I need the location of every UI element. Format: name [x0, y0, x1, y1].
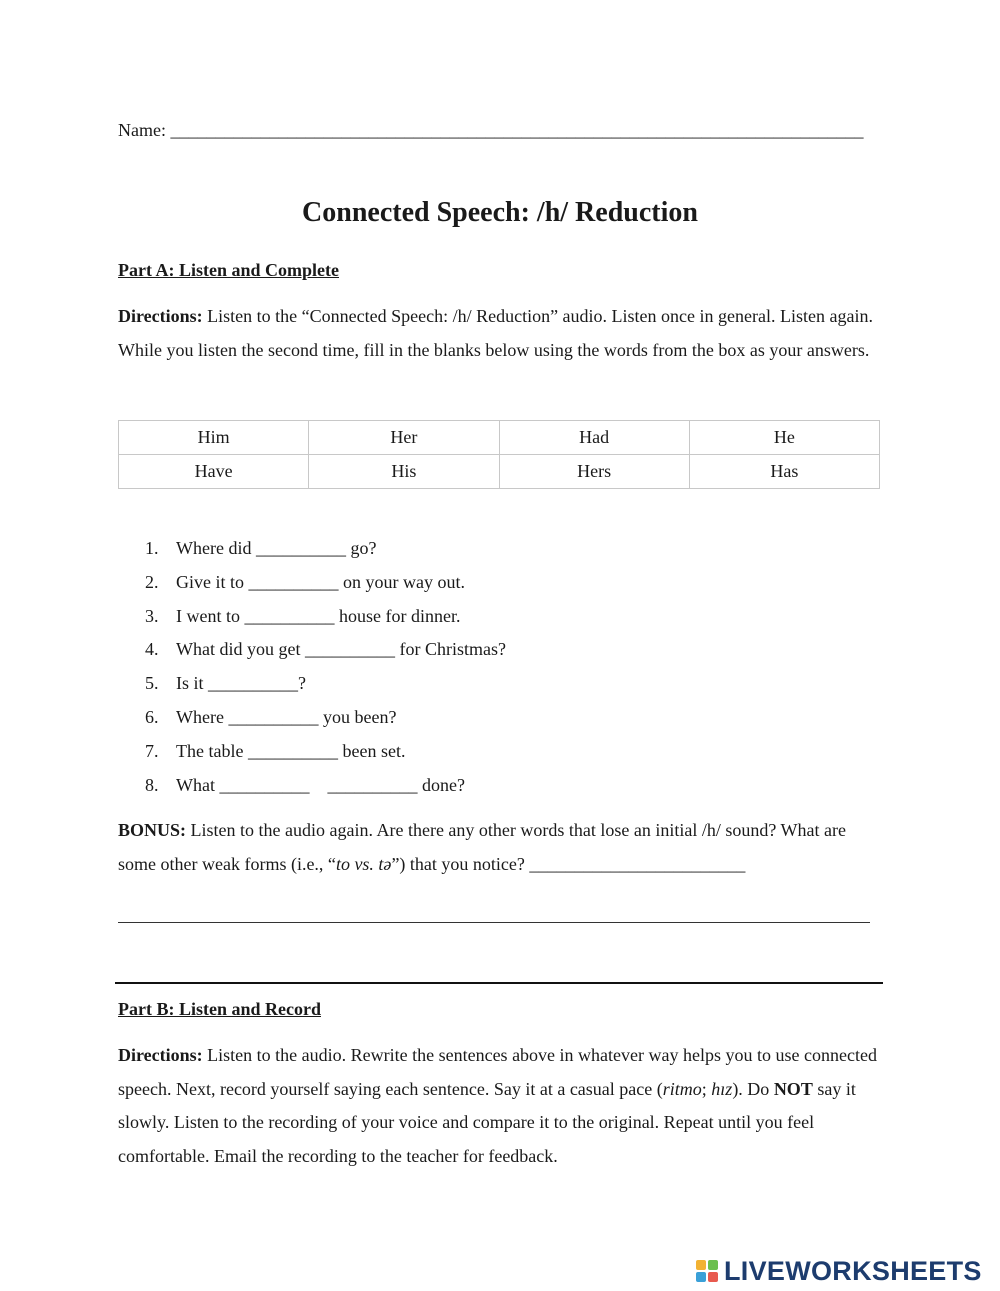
question-item[interactable]: [145, 600, 506, 634]
logo-icon: [696, 1260, 718, 1282]
name-label: Name:: [118, 120, 166, 140]
question-list: [145, 532, 506, 802]
question-item[interactable]: [145, 566, 506, 600]
page-title: Connected Speech: /h/ Reduction: [302, 197, 698, 228]
logo-block: [696, 1260, 706, 1270]
question-number: 7.: [145, 740, 159, 761]
question-number: 8.: [145, 774, 159, 795]
word-cell: Have: [119, 455, 309, 489]
word-box: [118, 420, 880, 489]
question-text: Where __________ you been?: [176, 706, 397, 727]
bonus-answer-line[interactable]: [118, 902, 870, 923]
question-number: 5.: [145, 673, 159, 694]
section-divider: [115, 982, 883, 984]
question-number: 6.: [145, 706, 159, 727]
question-item[interactable]: [145, 667, 506, 701]
logo-block: [708, 1260, 718, 1270]
question-item[interactable]: [145, 532, 506, 566]
word-cell: Hers: [499, 455, 689, 489]
question-text: Is it __________?: [176, 673, 306, 694]
bonus-text-2: ”) that you notice? ________________________: [391, 853, 746, 874]
name-field[interactable]: [118, 118, 888, 142]
part-b-italic-1: ritmo: [662, 1078, 702, 1099]
question-item[interactable]: [145, 701, 506, 735]
directions-label: Directions:: [118, 306, 203, 326]
question-text: Where did __________ go?: [176, 538, 377, 558]
question-text: What did you get __________ for Christmas?: [176, 639, 506, 660]
question-number: 2.: [145, 571, 159, 592]
word-cell: Her: [309, 421, 499, 455]
part-b-text-1: Listen to the audio. Rewrite the sentences above in whatever way helps you to use connected speech. Next, record yourself saying each sentence. Say it at a casual pace (: [118, 1045, 877, 1099]
word-cell: Had: [499, 421, 689, 455]
part-b-italic-2: hız: [711, 1078, 733, 1099]
part-b-text-3: say it slowly. Listen to the recording of your voice and compare it to the original. Repeat until you feel comfortable. Email the recording to the teacher for feedback.: [118, 1078, 856, 1167]
bonus-example: to vs. tə: [335, 853, 392, 874]
bonus-label: BONUS:: [118, 820, 187, 840]
question-text: I went to __________ house for dinner.: [176, 605, 461, 626]
bonus-paragraph[interactable]: [118, 814, 888, 881]
part-a-heading: Part A: Listen and Complete: [118, 260, 339, 280]
word-cell: Him: [119, 421, 309, 455]
directions-text: Listen to the “Connected Speech: /h/ Reduction” audio. Listen once in general. Listen again. While you listen the second time, fill in the blanks below using the words from the box as your answers.: [118, 306, 873, 360]
question-text: The table __________ been set.: [176, 740, 406, 761]
name-blank: _____________________________________________________________________________: [170, 120, 864, 140]
word-box-row: [119, 421, 880, 455]
bonus-text-1: Listen to the audio again. Are there any other words that lose an initial /h/ sound? What are some other weak forms (i.e., “: [118, 820, 846, 874]
question-text: Give it to __________ on your way out.: [176, 571, 465, 592]
part-a-directions: [118, 300, 888, 367]
question-item[interactable]: [145, 633, 506, 667]
part-b-sep: ;: [701, 1078, 712, 1099]
logo-block: [696, 1272, 706, 1282]
word-cell: His: [309, 455, 499, 489]
part-b-not: NOT: [773, 1078, 813, 1099]
question-text: What __________ __________ done?: [176, 774, 465, 795]
logo-block: [708, 1272, 718, 1282]
question-number: 4.: [145, 639, 159, 660]
question-item[interactable]: [145, 769, 506, 803]
question-number: 1.: [145, 538, 159, 558]
part-b-heading: Part B: Listen and Record: [118, 999, 321, 1019]
part-b-directions: [118, 1039, 888, 1174]
word-box-row: [119, 455, 880, 489]
logo-text: LIVEWORKSHEETS: [724, 1255, 982, 1286]
word-cell: He: [689, 421, 879, 455]
word-cell: Has: [689, 455, 879, 489]
liveworksheets-logo: [696, 1253, 982, 1289]
part-b-text-2: ). Do: [732, 1078, 774, 1099]
question-number: 3.: [145, 605, 159, 626]
question-item[interactable]: [145, 735, 506, 769]
directions-label: Directions:: [118, 1045, 203, 1065]
